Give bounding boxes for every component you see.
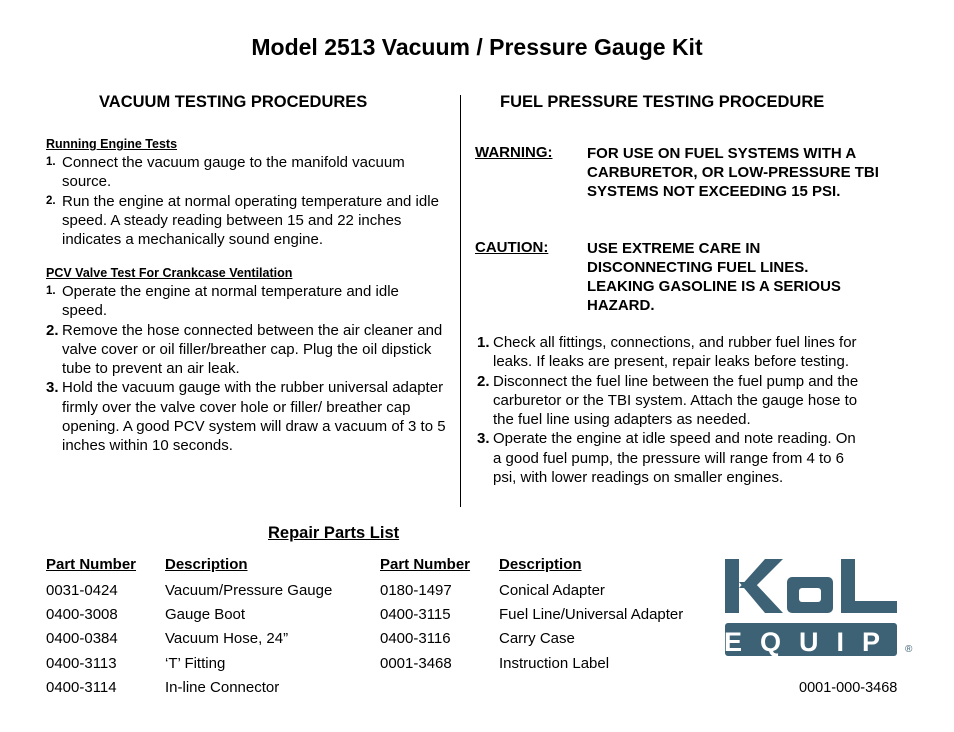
item-text: Check all fittings, connections, and rubber fuel lines for leaks. If leaks are present, repair leaks before testing. bbox=[493, 334, 857, 371]
description-header: Description bbox=[499, 556, 582, 573]
part-number: 0400-0384 bbox=[46, 630, 118, 647]
list-item bbox=[477, 333, 867, 372]
part-description: Vacuum/Pressure Gauge bbox=[165, 582, 333, 599]
item-text: Remove the hose connected between the air cleaner and valve cover or oil filler/breather cap. Plug the oil dipstick tube to prevent an air leak. bbox=[62, 321, 443, 378]
item-text: Connect the vacuum gauge to the manifold vacuum source. bbox=[62, 154, 405, 191]
warning-label: WARNING: bbox=[475, 144, 553, 161]
running-tests-list bbox=[46, 153, 446, 249]
list-item bbox=[46, 282, 446, 321]
kal-equip-logo bbox=[723, 556, 913, 665]
part-description: Carry Case bbox=[499, 630, 575, 647]
item-text: Operate the engine at idle speed and note reading. On a good fuel pump, the pressure will range from 4 to 6 psi, with lower readings on smaller engines. bbox=[493, 430, 856, 487]
caution-label: CAUTION: bbox=[475, 239, 549, 256]
part-number: 0400-3116 bbox=[380, 630, 451, 647]
part-number: 0180-1497 bbox=[380, 582, 452, 599]
fuel-heading: FUEL PRESSURE TESTING PROCEDURE bbox=[500, 93, 825, 111]
item-text: Hold the vacuum gauge with the rubber universal adapter firmly over the valve cover hole or filler/ breather cap opening. A good PCV system will draw a vacuum of 3 to 5 inches within 10 seconds. bbox=[62, 379, 446, 455]
kal-equip-logo-mark bbox=[723, 556, 913, 660]
item-number: 2. bbox=[46, 321, 59, 339]
item-number: 3. bbox=[477, 430, 490, 448]
part-number-header: Part Number bbox=[46, 556, 137, 573]
part-number: 0031-0424 bbox=[46, 582, 118, 599]
logo-equip-text: EQUIP bbox=[723, 627, 899, 657]
part-number: 0400-3113 bbox=[46, 655, 117, 672]
list-item bbox=[46, 378, 446, 455]
item-number: 1. bbox=[46, 156, 56, 168]
part-description: Instruction Label bbox=[499, 655, 610, 672]
item-text: Operate the engine at normal temperature and idle speed. bbox=[62, 283, 399, 320]
part-description: ‘T’ Fitting bbox=[165, 655, 226, 672]
part-description: Fuel Line/Universal Adapter bbox=[499, 606, 684, 623]
part-number: 0400-3008 bbox=[46, 606, 118, 623]
list-item bbox=[477, 429, 867, 487]
running-tests-title: Running Engine Tests bbox=[46, 137, 178, 151]
caution-text: USE EXTREME CARE IN DISCONNECTING FUEL LINES. LEAKING GASOLINE IS A SERIOUS HAZARD. bbox=[587, 240, 841, 314]
part-description: Conical Adapter bbox=[499, 582, 605, 599]
item-number: 2. bbox=[477, 372, 490, 390]
description-header: Description bbox=[165, 556, 248, 573]
document-number: 0001-000-3468 bbox=[799, 680, 898, 696]
part-number: 0400-3115 bbox=[380, 606, 451, 623]
list-item bbox=[46, 321, 446, 379]
part-description: In-line Connector bbox=[165, 679, 280, 696]
list-item bbox=[477, 372, 867, 430]
part-description: Vacuum Hose, 24” bbox=[165, 630, 289, 647]
list-item bbox=[46, 153, 446, 192]
part-number: 0001-3468 bbox=[380, 655, 452, 672]
column-divider bbox=[460, 95, 461, 507]
pcv-test-title: PCV Valve Test For Crankcase Ventilation bbox=[46, 266, 293, 280]
item-text: Run the engine at normal operating temperature and idle speed. A steady reading between 15 and 22 inches indicates a mechanically sound engine. bbox=[62, 192, 439, 249]
list-item bbox=[46, 192, 446, 250]
part-number: 0400-3114 bbox=[46, 679, 117, 696]
fuel-test-list bbox=[477, 333, 867, 487]
item-number: 1. bbox=[46, 285, 56, 297]
item-number: 2. bbox=[46, 194, 56, 207]
pcv-test-list bbox=[46, 282, 446, 456]
page-title: Model 2513 Vacuum / Pressure Gauge Kit bbox=[251, 34, 703, 60]
warning-text: FOR USE ON FUEL SYSTEMS WITH A CARBURETOR, OR LOW-PRESSURE TBI SYSTEMS NOT EXCEEDING 15 PSI. bbox=[587, 145, 879, 200]
parts-list-title: Repair Parts List bbox=[268, 524, 400, 542]
part-description: Gauge Boot bbox=[165, 606, 246, 623]
item-number: 1. bbox=[477, 334, 490, 351]
item-text: Disconnect the fuel line between the fuel pump and the carburetor or the TBI system. Attach the gauge hose to the fuel line using adapters as needed. bbox=[493, 372, 859, 429]
registered-mark: ® bbox=[905, 644, 913, 655]
part-number-header: Part Number bbox=[380, 556, 471, 573]
item-number: 3. bbox=[46, 379, 59, 397]
vacuum-heading: VACUUM TESTING PROCEDURES bbox=[99, 93, 368, 111]
